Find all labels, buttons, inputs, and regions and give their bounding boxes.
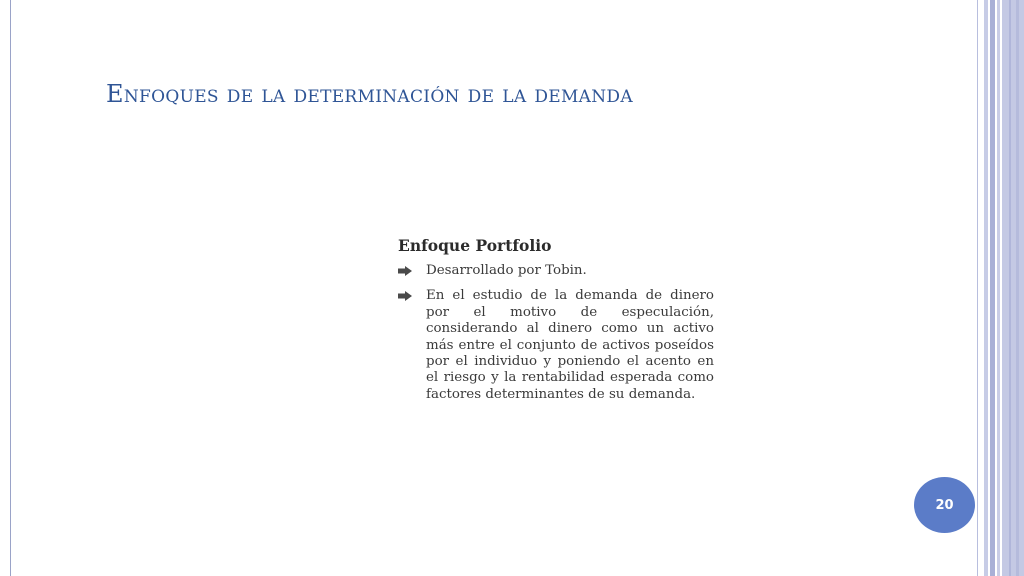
left-border-line — [10, 0, 11, 576]
page-number-badge — [914, 477, 975, 533]
slide-content — [398, 236, 714, 412]
page-number: 20 — [935, 497, 954, 513]
bullet-item — [398, 288, 714, 403]
bullet-list — [398, 263, 714, 403]
right-decorative-stripe — [1016, 0, 1019, 576]
section-heading: Enfoque Portfolio — [398, 236, 552, 255]
right-decorative-stripe — [990, 0, 995, 576]
right-decorative-stripe — [1002, 0, 1024, 576]
right-decorative-stripe — [984, 0, 988, 576]
right-decorative-stripe — [977, 0, 978, 576]
arrow-bullet-icon — [398, 266, 413, 276]
right-decorative-stripe — [1009, 0, 1011, 576]
bullet-item — [398, 263, 714, 279]
right-decorative-stripe — [997, 0, 1000, 576]
bullet-text: Desarrollado por Tobin. — [426, 263, 587, 278]
arrow-bullet-icon — [398, 291, 413, 301]
bullet-text: En el estudio de la demanda de dinero por el motivo de especulación, considerando al dinero como un activo más entre el conjunto de activos poseídos por el individuo y poniendo el acento en el riesgo y la rentabilidad esperada como factores determinantes de su demanda. — [426, 288, 714, 402]
slide-title: Enfoques de la determinación de la demanda — [106, 80, 633, 108]
